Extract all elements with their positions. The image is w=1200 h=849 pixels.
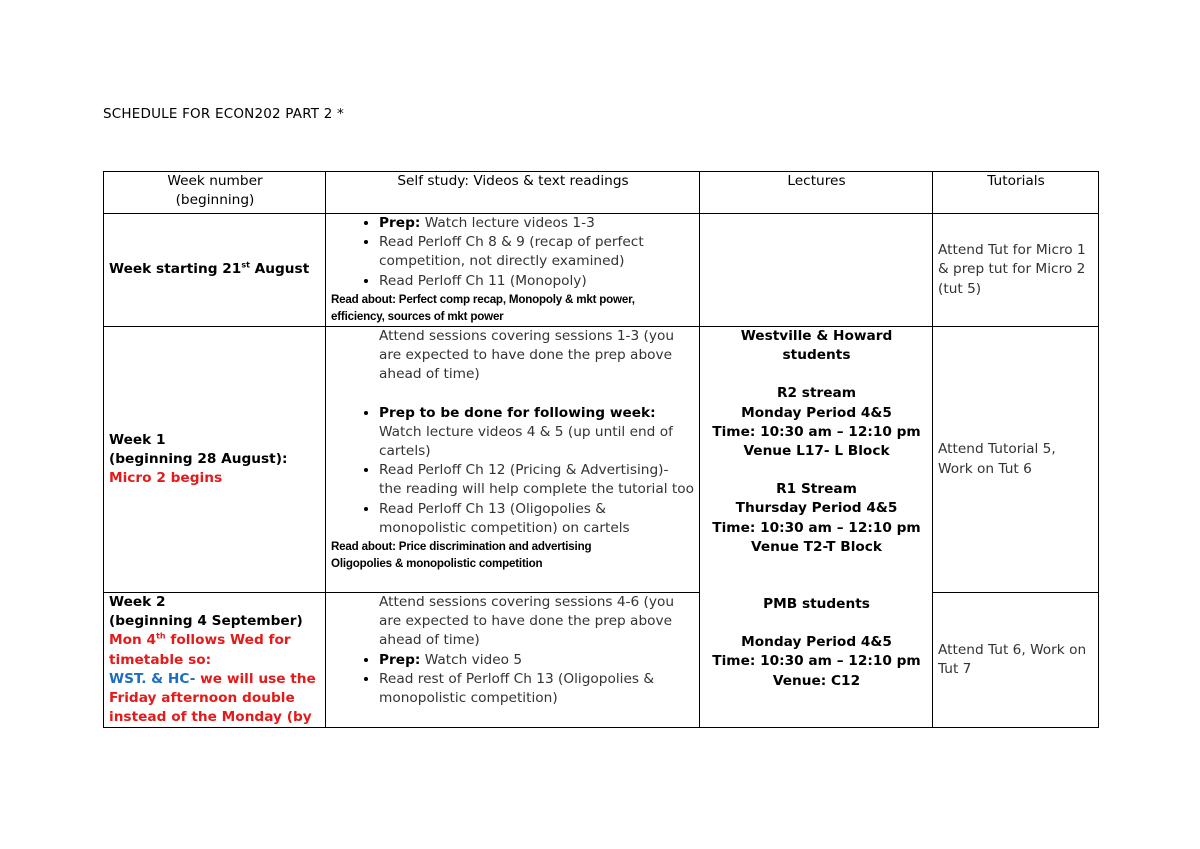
header-self-study: Self study: Videos & text readings xyxy=(326,172,700,214)
tutorial-cell: Attend Tut for Micro 1 & prep tut for Micro 2 (tut 5) xyxy=(933,214,1099,327)
read-about: Read about: Perfect comp recap, Monopoly & mkt power, efficiency, sources of mkt power xyxy=(331,292,635,323)
lectures-cell xyxy=(700,214,933,327)
list-item: • Read Perloff Ch 8 & 9 (recap of perfect competition, not directly examined) xyxy=(379,233,695,271)
self-study-cell xyxy=(326,214,700,327)
tutorial-cell: Attend Tut 6, Work on Tut 7 xyxy=(933,593,1099,728)
lectures-cell: Westville & Howard students R2 stream Monday Period 4&5 Time: 10:30 am – 12:10 pm Venue L17- L Block R1 Stream Thursday Period 4&5 Time: 10:30 am – 12:10 pm Venue T2-T Block PMB students Monday Period 4&5 Time: 10:30 am – 12:10 pm Venue: C12 xyxy=(700,327,933,728)
week-cell: Week 2 (beginning 4 September) Mon 4th follows Wed for timetable so: WST. & HC- we will use the Friday afternoon double instead of the Monday (by xyxy=(104,593,326,728)
list-item: • Prep: Watch lecture videos 1-3 xyxy=(379,214,695,233)
header-lectures: Lectures xyxy=(700,172,933,214)
header-week: Week number (beginning) xyxy=(104,172,326,214)
table-row xyxy=(104,593,1099,728)
list-item: • Read Perloff Ch 11 (Monopoly) xyxy=(379,272,695,291)
list-item: • Read Perloff Ch 13 (Oligopolies & monopolistic competition) on cartels xyxy=(379,500,695,538)
list-item: • Prep: Watch video 5 xyxy=(379,651,695,670)
self-study-cell: Attend sessions covering sessions 1-3 (you are expected to have done the prep above ahead of time) • Prep to be done for following week: Watch lecture videos 4 & 5 (up until end of cartels) • Read Perloff Ch 12 (Pricing & Advertising)- the reading will help complete the tutorial too • Read Perloff Ch 13 (Oligopolies & monopolistic competition) on cartels Read about: Price discrimination and advertising Oligopolies & monopolistic competition xyxy=(326,327,700,593)
tutorial-cell: Attend Tutorial 5, Work on Tut 6 xyxy=(933,327,1099,593)
document-title: SCHEDULE FOR ECON202 PART 2 * xyxy=(103,106,344,122)
list-item: • Prep to be done for following week: Watch lecture videos 4 & 5 (up until end of cartels) xyxy=(379,404,695,462)
header-tutorials: Tutorials xyxy=(933,172,1099,214)
read-about: Read about: Price discrimination and advertising Oligopolies & monopolistic competition xyxy=(331,540,592,571)
list-item: • Read rest of Perloff Ch 13 (Oligopolies & monopolistic competition) xyxy=(379,670,695,708)
header-row xyxy=(104,172,1099,214)
schedule-table xyxy=(103,171,1099,728)
table-row xyxy=(104,327,1099,593)
self-study-cell: Attend sessions covering sessions 4-6 (you are expected to have done the prep above ahead of time) • Prep: Watch video 5 • Read rest of Perloff Ch 13 (Oligopolies & monopolistic competition) xyxy=(326,593,700,728)
week-cell: Week 1 (beginning 28 August): Micro 2 begins xyxy=(104,327,326,593)
week-cell: Week starting 21st August xyxy=(104,214,326,327)
table-row xyxy=(104,214,1099,327)
list-item: • Read Perloff Ch 12 (Pricing & Advertising)- the reading will help complete the tutorial too xyxy=(379,461,695,499)
